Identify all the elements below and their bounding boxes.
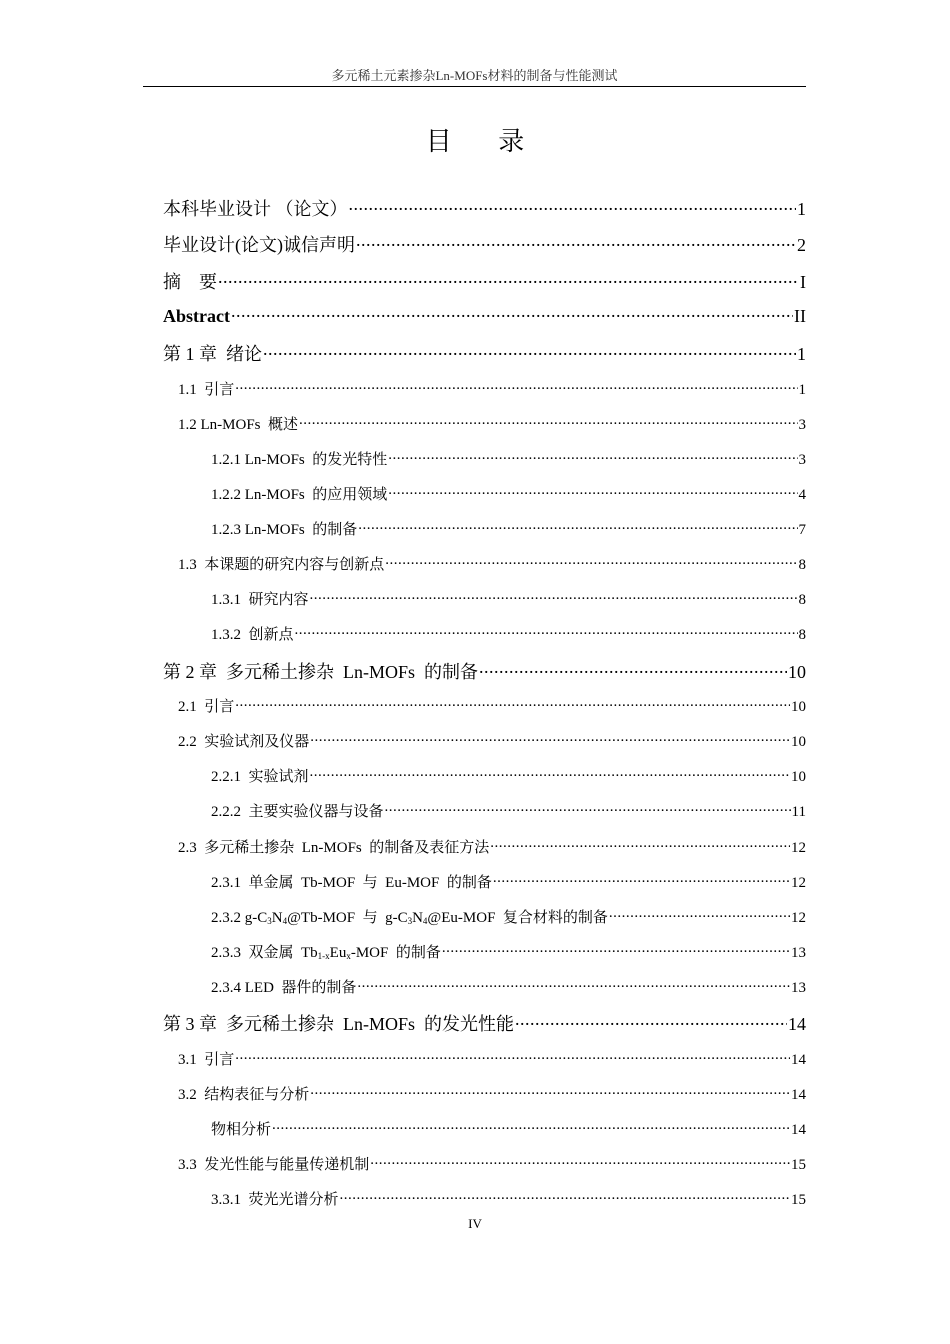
toc-leader xyxy=(490,837,790,852)
toc-leader xyxy=(515,1012,787,1030)
toc-entry-page: 12 xyxy=(791,840,806,856)
toc-entry-page: 10 xyxy=(791,699,806,715)
toc-entry[interactable] xyxy=(211,871,806,892)
toc-entry[interactable] xyxy=(178,836,806,857)
toc-entry-label: 3.2 结构表征与分析 xyxy=(178,1087,310,1103)
toc-entry-page: 8 xyxy=(798,592,806,608)
toc-leader xyxy=(272,1119,790,1134)
toc-entry-label: 本科毕业设计 （论文） xyxy=(163,199,348,219)
toc-entry-page: 7 xyxy=(798,522,806,538)
toc-entry-page: 13 xyxy=(791,980,806,996)
toc-entry[interactable] xyxy=(163,268,806,294)
toc-entry[interactable] xyxy=(178,695,806,716)
toc-leader xyxy=(295,624,798,639)
page-number: IV xyxy=(468,1216,482,1231)
toc-entry-label: 1.2.2 Ln-MOFs 的应用领域 xyxy=(211,487,388,503)
toc-entry-page: 10 xyxy=(788,662,806,682)
toc-leader xyxy=(493,872,790,887)
toc-entry-label: 1.1 引言 xyxy=(178,382,235,398)
toc-entry-label: 2.3.4 LED 器件的制备 xyxy=(211,980,357,996)
toc-entry[interactable] xyxy=(211,941,806,962)
running-header: 多元稀土元素掺杂Ln-MOFs材料的制备与性能测试 xyxy=(143,66,806,87)
toc-entry-label: 2.3.1 单金属 Tb-MOF 与 Eu-MOF 的制备 xyxy=(211,875,492,891)
toc-entry-page: 8 xyxy=(798,627,806,643)
toc-entry-page: 8 xyxy=(798,557,806,573)
toc-leader xyxy=(263,342,796,360)
toc-entry-label: 2.3 多元稀土掺杂 Ln-MOFs 的制备及表征方法 xyxy=(178,840,490,856)
toc-entry-page: 1 xyxy=(798,382,806,398)
toc-leader xyxy=(349,197,797,215)
toc-leader xyxy=(235,1049,790,1064)
toc-entry-label: 物相分析 xyxy=(211,1122,272,1138)
toc-entry-label: 2.3.3 双金属 $Tb_{1-x}Eu_x$-MOF 的制备 xyxy=(211,945,441,961)
toc-leader xyxy=(235,696,790,711)
toc-entry[interactable] xyxy=(178,553,806,574)
toc-leader xyxy=(479,660,787,678)
toc-leader xyxy=(310,589,798,604)
toc-leader xyxy=(235,379,797,394)
toc-title: 目 录 xyxy=(425,127,545,156)
toc-leader xyxy=(356,233,796,251)
toc-entry-page: 15 xyxy=(791,1157,806,1173)
toc-leader xyxy=(388,449,797,464)
toc-leader xyxy=(357,977,790,992)
toc-entry-label: 摘 要 xyxy=(163,272,217,292)
toc-entry-page: 1 xyxy=(797,199,806,219)
toc-entry-page: I xyxy=(800,272,806,292)
toc-entry-page: 14 xyxy=(788,1014,806,1034)
toc-entry-label: 3.3.1 荧光光谱分析 xyxy=(211,1192,339,1208)
toc-entry[interactable] xyxy=(178,1048,806,1069)
toc-leader xyxy=(388,484,797,499)
toc-entry[interactable] xyxy=(178,730,806,751)
toc-entry-label: 3.1 引言 xyxy=(178,1052,235,1068)
toc-entry-label: 1.2.3 Ln-MOFs 的制备 xyxy=(211,522,358,538)
toc-entry-page: 14 xyxy=(791,1087,806,1103)
toc-leader xyxy=(442,942,790,957)
toc-leader xyxy=(310,766,790,781)
toc-entry-label: 毕业设计(论文)诚信声明 xyxy=(163,235,355,255)
toc-entry-label: 3.3 发光性能与能量传递机制 xyxy=(178,1157,370,1173)
toc-entry[interactable] xyxy=(178,413,806,434)
toc-entry-label: Abstract xyxy=(163,306,230,326)
toc-entry[interactable] xyxy=(211,588,806,609)
toc-entry-page: 12 xyxy=(791,875,806,891)
toc-entry-page: 11 xyxy=(791,804,806,820)
toc-leader xyxy=(231,304,793,322)
toc-entry-label: 2.2.2 主要实验仪器与设备 xyxy=(211,804,384,820)
toc-entry-label: 2.3.2 $g-C_3N_4@Tb$-MOF 与 $g-C_3N_4@Eu$-MOF 复合材料的制备 xyxy=(211,910,608,926)
toc-entry[interactable] xyxy=(163,340,806,366)
toc-entry-page: 14 xyxy=(791,1122,806,1138)
toc-leader xyxy=(609,907,790,922)
toc-entry[interactable] xyxy=(211,448,806,469)
toc-entry-label: 1.3.1 研究内容 xyxy=(211,592,309,608)
toc-entry-page: 1 xyxy=(797,344,806,364)
toc-entry-page: 3 xyxy=(798,452,806,468)
toc-entry-label: 第 3 章 多元稀土掺杂 Ln-MOFs 的发光性能 xyxy=(163,1014,515,1034)
toc-entry-page: 14 xyxy=(791,1052,806,1068)
toc-entry[interactable] xyxy=(211,976,806,997)
toc-leader xyxy=(370,1154,790,1169)
toc-leader xyxy=(299,414,797,429)
toc-entry-page: II xyxy=(794,306,806,326)
toc-entry[interactable] xyxy=(178,1083,806,1104)
toc-entry-label: 2.2.1 实验试剂 xyxy=(211,769,309,785)
toc-entry-page: 13 xyxy=(791,945,806,961)
toc-entry[interactable] xyxy=(211,906,806,927)
toc-entry-page: 4 xyxy=(798,487,806,503)
toc-leader xyxy=(358,519,797,534)
toc-entry-page: 15 xyxy=(791,1192,806,1208)
toc-entry-label: 2.2 实验试剂及仪器 xyxy=(178,734,310,750)
toc-entry-page: 10 xyxy=(791,769,806,785)
toc-entry-page: 12 xyxy=(791,910,806,926)
toc-entry-label: 1.2.1 Ln-MOFs 的发光特性 xyxy=(211,452,388,468)
toc-leader xyxy=(310,731,790,746)
toc-entry[interactable] xyxy=(211,1118,806,1139)
toc-entry[interactable] xyxy=(211,1188,806,1209)
toc-entry[interactable] xyxy=(211,483,806,504)
toc-entry[interactable] xyxy=(163,658,806,684)
toc-leader xyxy=(218,270,799,288)
toc-entry[interactable] xyxy=(163,195,806,221)
toc-entry-page: 3 xyxy=(798,417,806,433)
toc-entry-label: 1.2 Ln-MOFs 概述 xyxy=(178,417,299,433)
toc-entry[interactable] xyxy=(211,800,806,821)
toc-entry-label: 2.1 引言 xyxy=(178,699,235,715)
toc-entry-label: 1.3 本课题的研究内容与创新点 xyxy=(178,557,385,573)
toc-entry-label: 第 1 章 绪论 xyxy=(163,344,262,364)
toc-entry-label: 第 2 章 多元稀土掺杂 Ln-MOFs 的制备 xyxy=(163,662,479,682)
toc-leader xyxy=(310,1084,790,1099)
toc-entry[interactable] xyxy=(178,378,806,399)
toc-entry-page: 2 xyxy=(797,235,806,255)
toc-entry-page: 10 xyxy=(791,734,806,750)
toc-entry[interactable] xyxy=(211,518,806,539)
toc-entry[interactable] xyxy=(163,304,806,327)
toc-entry-label: 1.3.2 创新点 xyxy=(211,627,294,643)
toc-entry[interactable] xyxy=(178,1153,806,1174)
toc-leader xyxy=(385,801,791,816)
toc-entry[interactable] xyxy=(211,623,806,644)
toc-entry[interactable] xyxy=(163,231,806,257)
toc-entry[interactable] xyxy=(211,765,806,786)
toc-entry[interactable] xyxy=(163,1010,806,1036)
toc-leader xyxy=(340,1189,790,1204)
toc-leader xyxy=(385,554,797,569)
